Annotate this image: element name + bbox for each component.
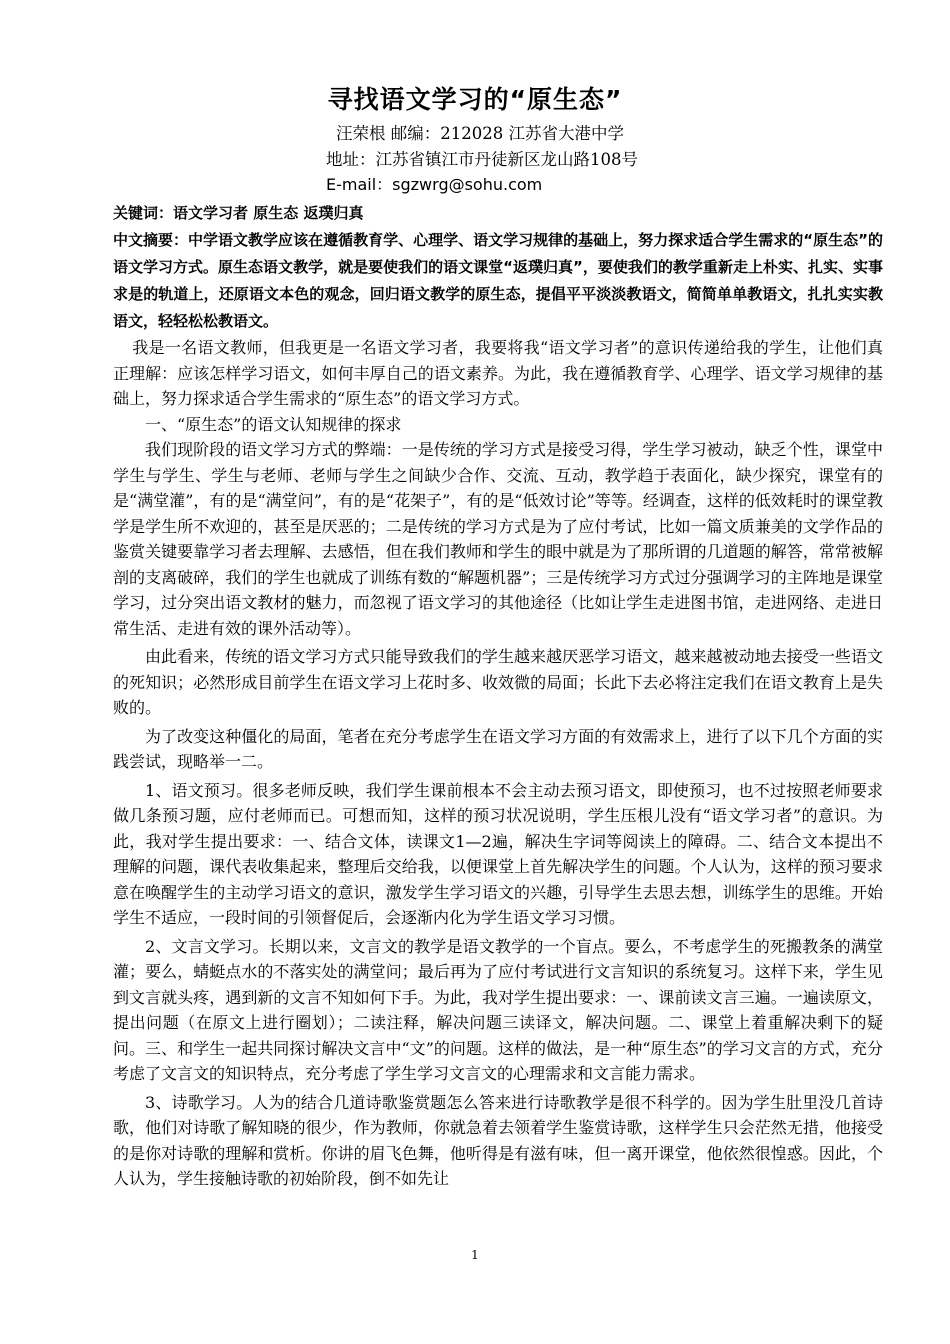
section-heading: 一、“原生态”的语文认知规律的探求	[145, 414, 402, 434]
document-body	[113, 200, 883, 1192]
paragraph: 为了改变这种僵化的局面，笔者在充分考虑学生在语文学习方面的有效需求上，进行了以下几个方面的实践尝试，现略举一二。	[113, 726, 883, 771]
page-number: 1	[471, 1248, 479, 1262]
document-title: 寻找语文学习的“原生态”	[327, 85, 623, 114]
author-line: 汪荣根 邮编：212028 江苏省大港中学	[336, 124, 624, 143]
paragraph-intro: 我是一名语文教师，但我更是一名语文学习者，我要将我“语文学习者”的意识传递给我的学生，让他们真正理解：应该怎样学习语文，如何丰厚自己的语文素养。为此，我在遵循教育学、心理学、语文学习规律的基础上，努力探求适合学生需求的“原生态”的语文学习方式。	[113, 338, 883, 408]
paragraph: 由此看来，传统的语文学习方式只能导致我们的学生越来越厌恶学习语文，越来越被动地去接受一些语文的死知识；必然形成目前学生在语文学习上花时多、收效微的局面；长此下去必将注定我们在语文教育上是失败的。	[113, 647, 883, 717]
paragraph: 我们现阶段的语文学习方式的弊端：一是传统的学习方式是接受习得，学生学习被动，缺乏个性，课堂中学生与学生、学生与老师、老师与学生之间缺少合作、交流、互动，教学趋于表面化，缺少探究，课堂有的是“满堂灌”，有的是“满堂问”，有的是“花架子”，有的是“低效讨论”等等。经调查，这样的低效耗时的课堂教学是学生所不欢迎的，甚至是厌恶的；二是传统的学习方式是为了应付考试，比如一篇文质兼美的文学作品的鉴赏关键要靠学习者去理解、去感悟，但在我们教师和学生的眼中就是为了那所谓的几道题的解答，常常被解剖的支离破碎，我们的学生也就成了训练有数的“解题机器”；三是传统学习方式过分强调学习的主阵地是课堂学习，过分突出语文教材的魅力，而忽视了语文学习的其他途径（比如让学生走进图书馆，走进网络、走进日常生活、走进有效的课外活动等）。	[113, 440, 883, 638]
paragraph: 2、文言文学习。长期以来，文言文的教学是语文教学的一个盲点。要么，不考虑学生的死搬教条的满堂灌；要么，蜻蜓点水的不落实处的满堂问；最后再为了应付考试进行文言知识的系统复习。这样下来，学生见到文言就头疼，遇到新的文言不知如何下手。为此，我对学生提出要求：一、课前读文言三遍。一遍读原文，提出问题（在原文上进行圈划）；二读注释，解决问题三读译文，解决问题。二、课堂上着重解决剩下的疑问。三、和学生一起共同探讨解决文言中“文”的问题。这样的做法，是一种“原生态”的学习文言的方式，充分考虑了文言文的知识特点，充分考虑了学生学习文言文的心理需求和文言能力需求。	[113, 936, 883, 1083]
email-line: E-mail：sgzwrg@sohu.com	[326, 175, 543, 194]
paragraph: 1、语文预习。很多老师反映，我们学生课前根本不会主动去预习语文，即使预习，也不过按照老师要求做几条预习题，应付老师而已。可想而知，这样的预习状况说明，学生压根儿没有“语文学习者”的意识。为此，我对学生提出要求：一、结合文体，读课文1—2遍，解决生字词等阅读上的障碍。二、结合文本提出不理解的问题，课代表收集起来，整理后交给我，以便课堂上首先解决学生的问题。个人认为，这样的预习要求意在唤醒学生的主动学习语文的意识，激发学生学习语文的兴趣，引导学生去思去想，训练学生的思维。开始学生不适应，一段时间的引领督促后，会逐渐内化为学生语文学习习惯。	[113, 780, 883, 927]
keywords-line: 关键词：语文学习者 原生态 返璞归真	[113, 204, 364, 222]
address-line: 地址：江苏省镇江市丹徒新区龙山路108号	[326, 150, 638, 169]
paragraph: 3、诗歌学习。人为的结合几道诗歌鉴赏题怎么答来进行诗歌教学是很不科学的。因为学生肚里没几首诗歌，他们对诗歌了解知晓的很少，作为教师，你就急着去领着学生鉴赏诗歌，这样学生只会茫然无措，他接受的是你对诗歌的理解和赏析。你讲的眉飞色舞，他听得是有滋有味，但一离开课堂，他依然很惶惑。因此，个人认为，学生接触诗歌的初始阶段，倒不如先让	[113, 1092, 883, 1188]
abstract: 中文摘要：中学语文教学应该在遵循教育学、心理学、语文学习规律的基础上，努力探求适合学生需求的“原生态”的语文学习方式。原生态语文教学，就是要使我们的语文课堂“返璞归真”，要使我们的教学重新走上朴实、扎实、实事求是的轨道上，还原语文本色的观念，回归语文教学的原生态，提倡平平淡淡教语文，简简单单教语文，扎扎实实教语文，轻轻松松教语文。	[113, 231, 883, 330]
